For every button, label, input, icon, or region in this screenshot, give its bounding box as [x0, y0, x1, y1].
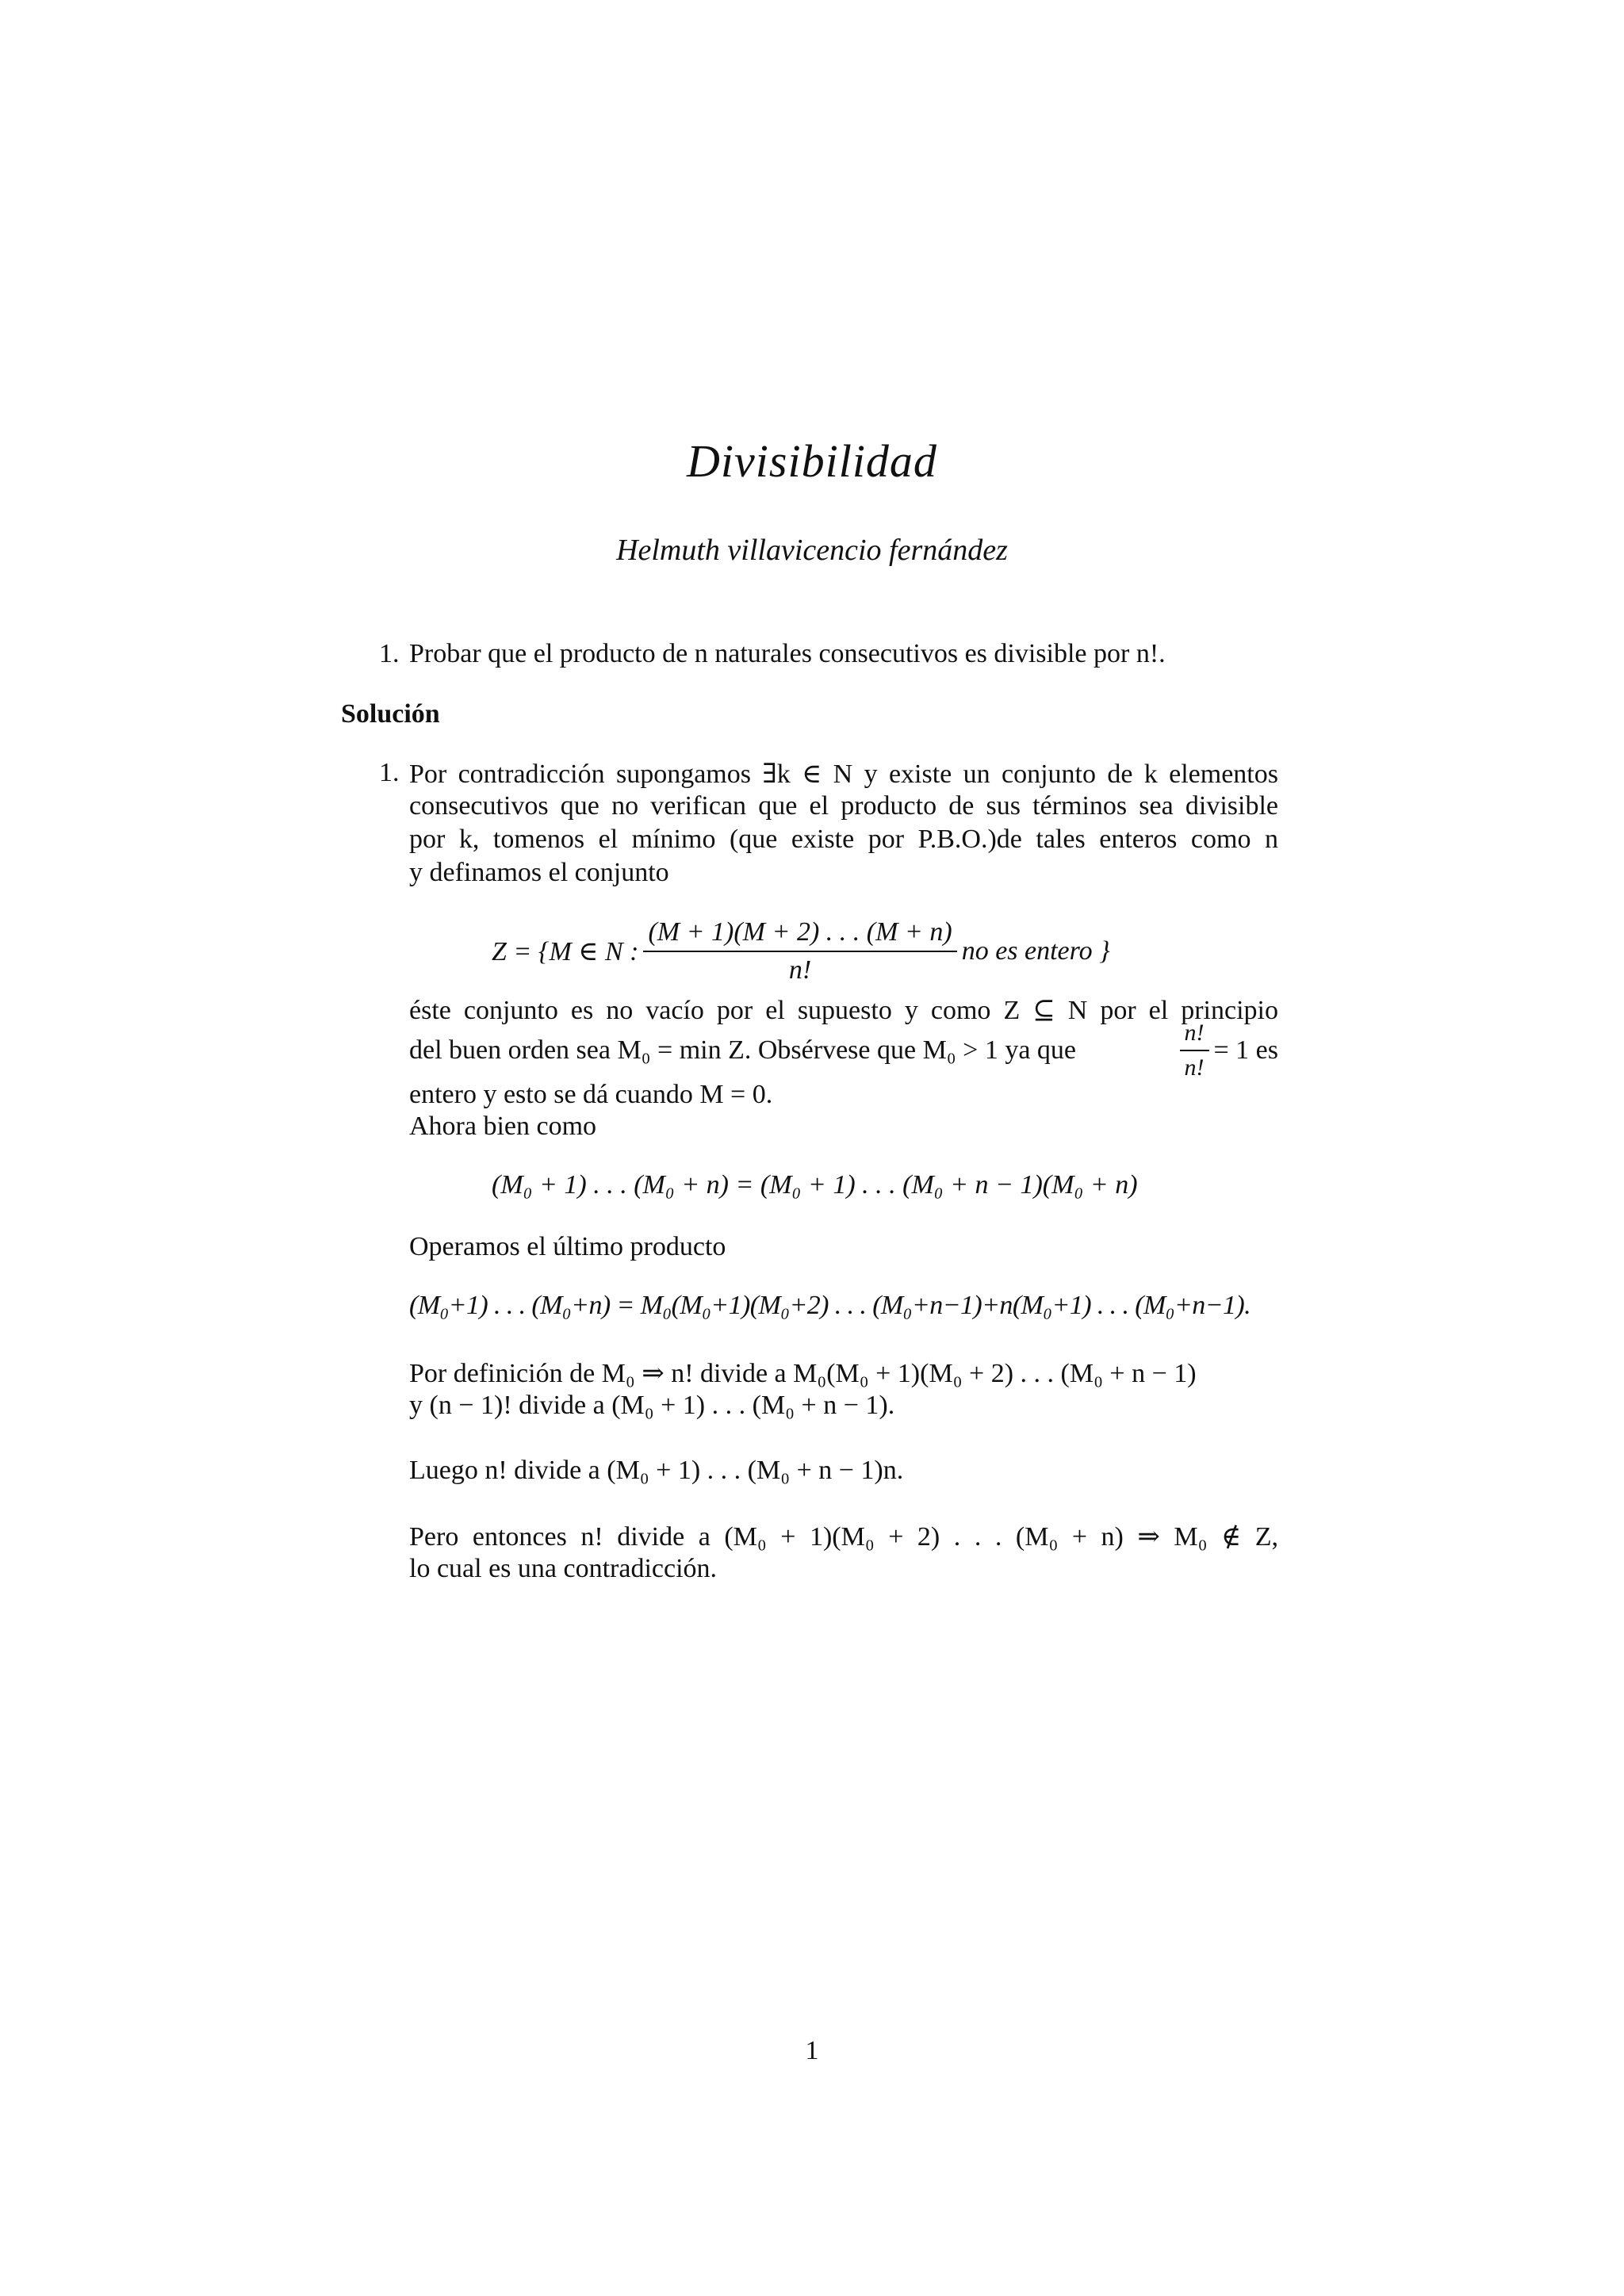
- nfact-denominator: n!: [1184, 1054, 1205, 1081]
- set-def-numerator: (M + 1)(M + 2) . . . (M + n): [643, 917, 956, 952]
- para2-line-2-text: del buen orden sea M₀ = min Z. Obsérvese que M₀ > 1 ya que: [409, 1035, 1077, 1065]
- nfact-numerator: n!: [1180, 1020, 1209, 1051]
- para2-line-2-end: = 1 es: [1213, 1035, 1278, 1065]
- equation-1: (M₀ + 1) . . . (M₀ + n) = (M₀ + 1) . . . (M₀ + n − 1)(M₀ + n): [492, 1170, 1138, 1200]
- para2-line-2: [409, 1020, 1278, 1081]
- document-title: Divisibilidad: [687, 435, 937, 487]
- solution-line-2: consecutivos que no verifican que el producto de sus términos sea divisible: [409, 791, 1278, 821]
- page-number: 1: [805, 2036, 819, 2065]
- para2-line-3: entero y esto se dá cuando M = 0.: [409, 1080, 773, 1109]
- problem-text: Probar que el producto de n naturales consecutivos es divisible por n!.: [409, 639, 1166, 668]
- equation-2: (M₀+1) . . . (M₀+n) = M₀(M₀+1)(M₀+2) . . . (M₀+n−1)+n(M₀+1) . . . (M₀+n−1).: [409, 1291, 1251, 1320]
- para2-line-1: éste conjunto es no vacío por el supuesto y como Z ⊆ N por el principio: [409, 996, 1278, 1025]
- set-def-fraction: [643, 917, 956, 985]
- operamos-text: Operamos el último producto: [409, 1232, 726, 1261]
- set-definition-equation: [492, 912, 1110, 991]
- nfact-fraction: [1180, 1020, 1209, 1081]
- document-author: Helmuth villavicencio fernández: [616, 534, 1008, 567]
- problem-number: 1.: [379, 639, 400, 668]
- solution-line-3: por k, tomenos el mínimo (que existe por P.B.O.)de tales enteros como n: [409, 825, 1278, 854]
- para2-line-4: Ahora bien como: [409, 1112, 597, 1141]
- definition-line-1: Por definición de M₀ ⇒ n! divide a M₀(M₀ + 1)(M₀ + 2) . . . (M₀ + n − 1): [409, 1359, 1197, 1388]
- solution-line-4: y definamos el conjunto: [409, 858, 669, 887]
- solution-heading: Solución: [341, 699, 440, 729]
- definition-line-2: y (n − 1)! divide a (M₀ + 1) . . . (M₀ + n − 1).: [409, 1391, 895, 1420]
- pero-line-1: Pero entonces n! divide a (M₀ + 1)(M₀ + 2) . . . (M₀ + n) ⇒ M₀ ∉ Z,: [409, 1522, 1278, 1552]
- set-def-denominator: n!: [788, 955, 812, 985]
- solution-line-1: Por contradicción supongamos ∃k ∈ N y existe un conjunto de k elementos: [409, 760, 1278, 789]
- solution-number: 1.: [379, 758, 400, 787]
- set-def-right: no es entero }: [961, 936, 1110, 966]
- set-def-left: Z = {M ∈ N :: [492, 937, 639, 966]
- pero-line-2: lo cual es una contradicción.: [409, 1554, 718, 1583]
- luego-line: Luego n! divide a (M₀ + 1) . . . (M₀ + n − 1)n.: [409, 1456, 904, 1485]
